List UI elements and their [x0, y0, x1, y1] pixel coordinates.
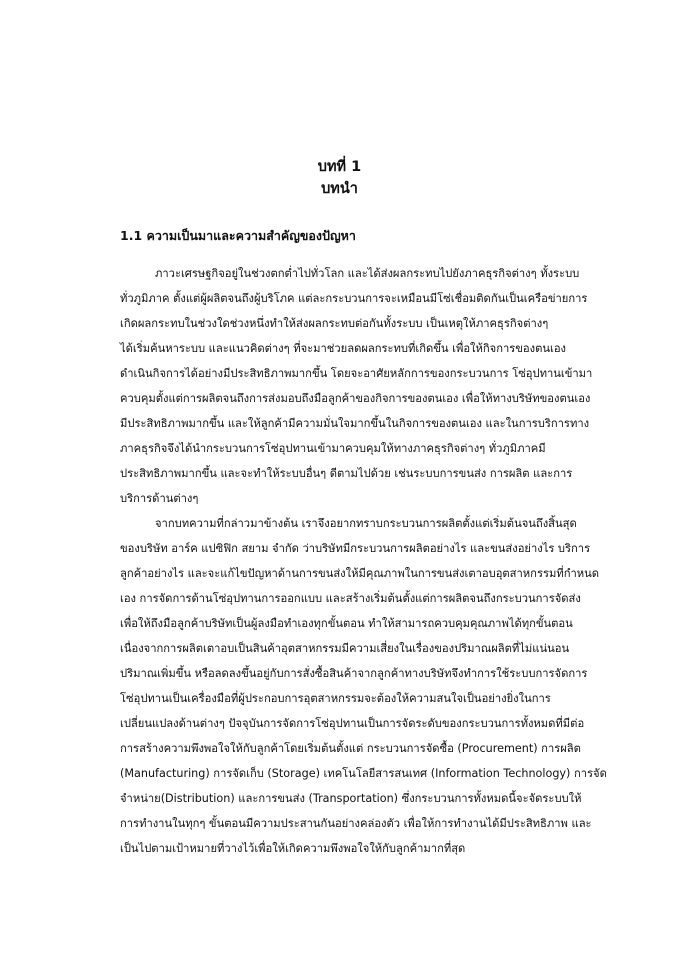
paragraph-2-line-4: เอง การจัดการด้านโซ่อุปทานการออกแบบ และสร้างเริ่มต้นตั้งแต่การผลิตจนถึงกระบวนการจัดส่ง — [120, 592, 581, 605]
paragraph-2-line-1: จากบทความที่กล่าวมาข้างต้น เราจึงอยากทราบกระบวนการผลิตตั้งแต่เริ่มต้นจนถึงสิ้นสุด — [155, 517, 577, 530]
paragraph-1-line-10: บริการด้านต่างๆ — [120, 492, 199, 505]
paragraph-2-line-3: ลูกค้าอย่างไร และจะแก้ไขปัญหาด้านการขนส่งให้มีคุณภาพในการขนส่งเตาอบอุตสาหกรรมที่กำหนด — [120, 567, 600, 580]
paragraph-1-line-7: มีประสิทธิภาพมากขึ้น และให้ลูกค้ามีความมั่นใจมากขึ้นในกิจการของตนเอง และในการบริการทาง — [120, 417, 590, 430]
paragraph-1-line-2: ทั่วภูมิภาค ตั้งแต่ผู้ผลิตจนถึงผู้บริโภค แต่ละกระบวนการจะเหมือนมีโซ่เชื่อมติดกันเป็นเครือข่ายการ — [120, 292, 588, 305]
paragraph-1-line-9: ประสิทธิภาพมากขึ้น และจะทำให้ระบบอื่นๆ ดีตามไปด้วย เช่นระบบการขนส่ง การผลิต และการ — [120, 467, 573, 480]
paragraph-2-line-8: โซ่อุปทานเป็นเครื่องมือที่ผู้ประกอบการอุตสาหกรรมจะต้องให้ความสนใจเป็นอย่างยิ่งในการ — [120, 692, 551, 705]
paragraph-2-line-10: การสร้างความพึงพอใจให้กับลูกค้าโดยเริ่มต้นตั้งแต่ กระบวนการจัดซื้อ (Procurement) การผลิต — [120, 742, 581, 755]
paragraph-2-line-13: การทำงานในทุกๆ ขั้นตอนมีความประสานกันอย่างคล่องตัว เพื่อให้การทำงานได้มีประสิทธิภาพ และ — [120, 817, 592, 830]
paragraph-1-line-8: ภาคธุรกิจจึงได้นำกระบวนการโซ่อุปทานเข้ามาควบคุมให้ทางภาคธุรกิจต่างๆ ทั่วภูมิภาคมี — [120, 442, 546, 455]
paragraph-2-line-2: ของบริษัท อาร์ค แปซิฟิก สยาม จำกัด ว่าบริษัทมีกระบวนการผลิตอย่างไร และขนส่งอย่างไร บริการ — [120, 542, 591, 555]
paragraph-1-line-1: ภาวะเศรษฐกิจอยู่ในช่วงตกต่ำไปทั่วโลก และได้ส่งผลกระทบไปยังภาคธุรกิจต่างๆ ทั้งระบบ — [155, 267, 580, 280]
paragraph-2-line-7: ปริมาณเพิ่มขึ้น หรือลดลงขึ้นอยู่กับการสั่งซื้อสินค้าจากลูกค้าทางบริษัทจึงทำการใช้ระบบการจัดการ — [120, 667, 588, 680]
chapter-number: บทที่ 1 — [317, 159, 362, 175]
paragraph-1-line-3: เกิดผลกระทบในช่วงใดช่วงหนึ่งทำให้ส่งผลกระทบต่อกันทั้งระบบ เป็นเหตุให้ภาคธุรกิจต่างๆ — [120, 317, 549, 330]
paragraph-2-line-5: เพื่อให้ถึงมือลูกค้าบริษัทเป็นผู้ลงมือทำเองทุกขั้นตอน ทำให้สามารถควบคุมคุณภาพได้ทุกขั้นตอน — [120, 617, 573, 630]
paragraph-2-line-14: เป็นไปตามเป้าหมายที่วางไว้เพื่อให้เกิดความพึงพอใจให้กับลูกค้ามากที่สุด — [120, 842, 466, 855]
paragraph-1-line-6: ควบคุมตั้งแต่การผลิตจนถึงการส่งมอบถึงมือลูกค้าของกิจการของตนเอง เพื่อให้ทางบริษัทของตนเอง — [120, 392, 591, 405]
paragraph-2-line-12: จำหน่าย(Distribution) และการขนส่ง (Transportation) ซึ่งกระบวนการทั้งหมดนี้จะจัดระบบให้ — [120, 792, 582, 805]
chapter-title: บทนำ — [321, 181, 358, 197]
paragraph-2-line-11: (Manufacturing) การจัดเก็บ (Storage) เทคโนโลยีสารสนเทศ (Information Technology) การจัด — [120, 767, 607, 780]
paragraph-2-line-9: เปลี่ยนแปลงด้านต่างๆ ปัจจุบันการจัดการโซ่อุปทานเป็นการจัดระดับของกระบวนการทั้งหมดที่มีต่อ — [120, 717, 585, 730]
section-heading: 1.1 ความเป็นมาและความสำคัญของปัญหา — [120, 228, 356, 243]
paragraph-1-line-5: ดำเนินกิจการได้อย่างมีประสิทธิภาพมากขึ้น โดยจะอาศัยหลักการของกระบวนการ โซ่อุปทานเข้ามา — [120, 367, 593, 380]
paragraph-1-line-4: ได้เริ่มค้นหาระบบ และแนวคิดต่างๆ ที่จะมาช่วยลดผลกระทบที่เกิดขึ้น เพื่อให้กิจการของตนเอง — [120, 342, 567, 355]
paragraph-2-line-6: เนื่องจากการผลิตเตาอบเป็นสินค้าอุตสาหกรรมมีความเสี่ยงในเรื่องของปริมาณผลิตที่ไม่แน่นอน — [120, 642, 570, 655]
